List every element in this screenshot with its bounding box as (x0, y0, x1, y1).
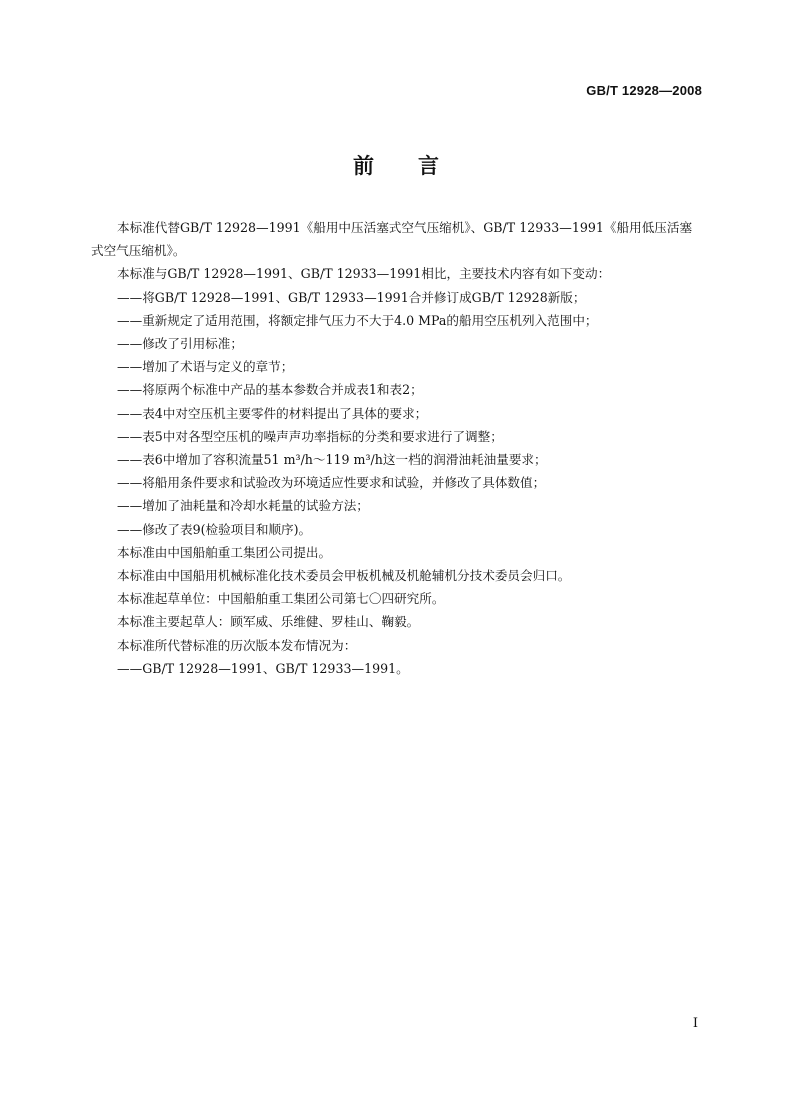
list-item: ——将GB/T 12928—1991、GB/T 12933—1991合并修订成GB/T 12928新版； (117, 289, 586, 305)
list-item: ——修改了引用标准； (117, 336, 243, 352)
list-item: ——将船用条件要求和试验改为环境适应性要求和试验，并修改了具体数值； (117, 475, 546, 491)
paragraph: 本标准与GB/T 12928—1991、GB/T 12933—1991相比，主要技术内容有如下变动： (117, 266, 611, 282)
list-item: ——将原两个标准中产品的基本参数合并成表1和表2； (117, 382, 423, 398)
list-item: ——表6中增加了容积流量51 m³/h～119 m³/h这一档的润滑油耗油量要求； (117, 452, 547, 468)
list-item: ——表5中对各型空压机的噪声声功率指标的分类和要求进行了调整； (117, 428, 503, 444)
list-item: ——修改了表9(检验项目和顺序)。 (117, 521, 312, 537)
list-item: ——表4中对空压机主要零件的材料提出了具体的要求； (117, 405, 428, 421)
page-title: 前言 (353, 154, 483, 178)
paragraph: 本标准主要起草人：顾军威、乐维健、罗桂山、鞠毅。 (117, 614, 420, 630)
foreword-body (91, 216, 703, 680)
list-item: ——重新规定了适用范围，将额定排气压力不大于4.0 MPa的船用空压机列入范围中； (117, 312, 598, 328)
paragraph: 本标准代替GB/T 12928—1991《船用中压活塞式空气压缩机》、GB/T 12933—1991《船用低压活塞式空气压缩机》。 (91, 220, 693, 259)
list-item: ——GB/T 12928—1991、GB/T 12933—1991。 (117, 660, 409, 676)
paragraph: 本标准由中国船用机械标准化技术委员会甲板机械及机舱辅机分技术委员会归口。 (117, 568, 571, 584)
list-item: ——增加了术语与定义的章节； (117, 359, 294, 375)
paragraph: 本标准所代替标准的历次版本发布情况为： (117, 637, 357, 653)
paragraph: 本标准起草单位：中国船舶重工集团公司第七〇四研究所。 (117, 591, 445, 607)
page-number: I (692, 1016, 698, 1031)
list-item: ——增加了油耗量和冷却水耗量的试验方法； (117, 498, 369, 514)
standard-code-header: GB/T 12928—2008 (586, 83, 702, 98)
paragraph: 本标准由中国船舶重工集团公司提出。 (117, 544, 332, 560)
